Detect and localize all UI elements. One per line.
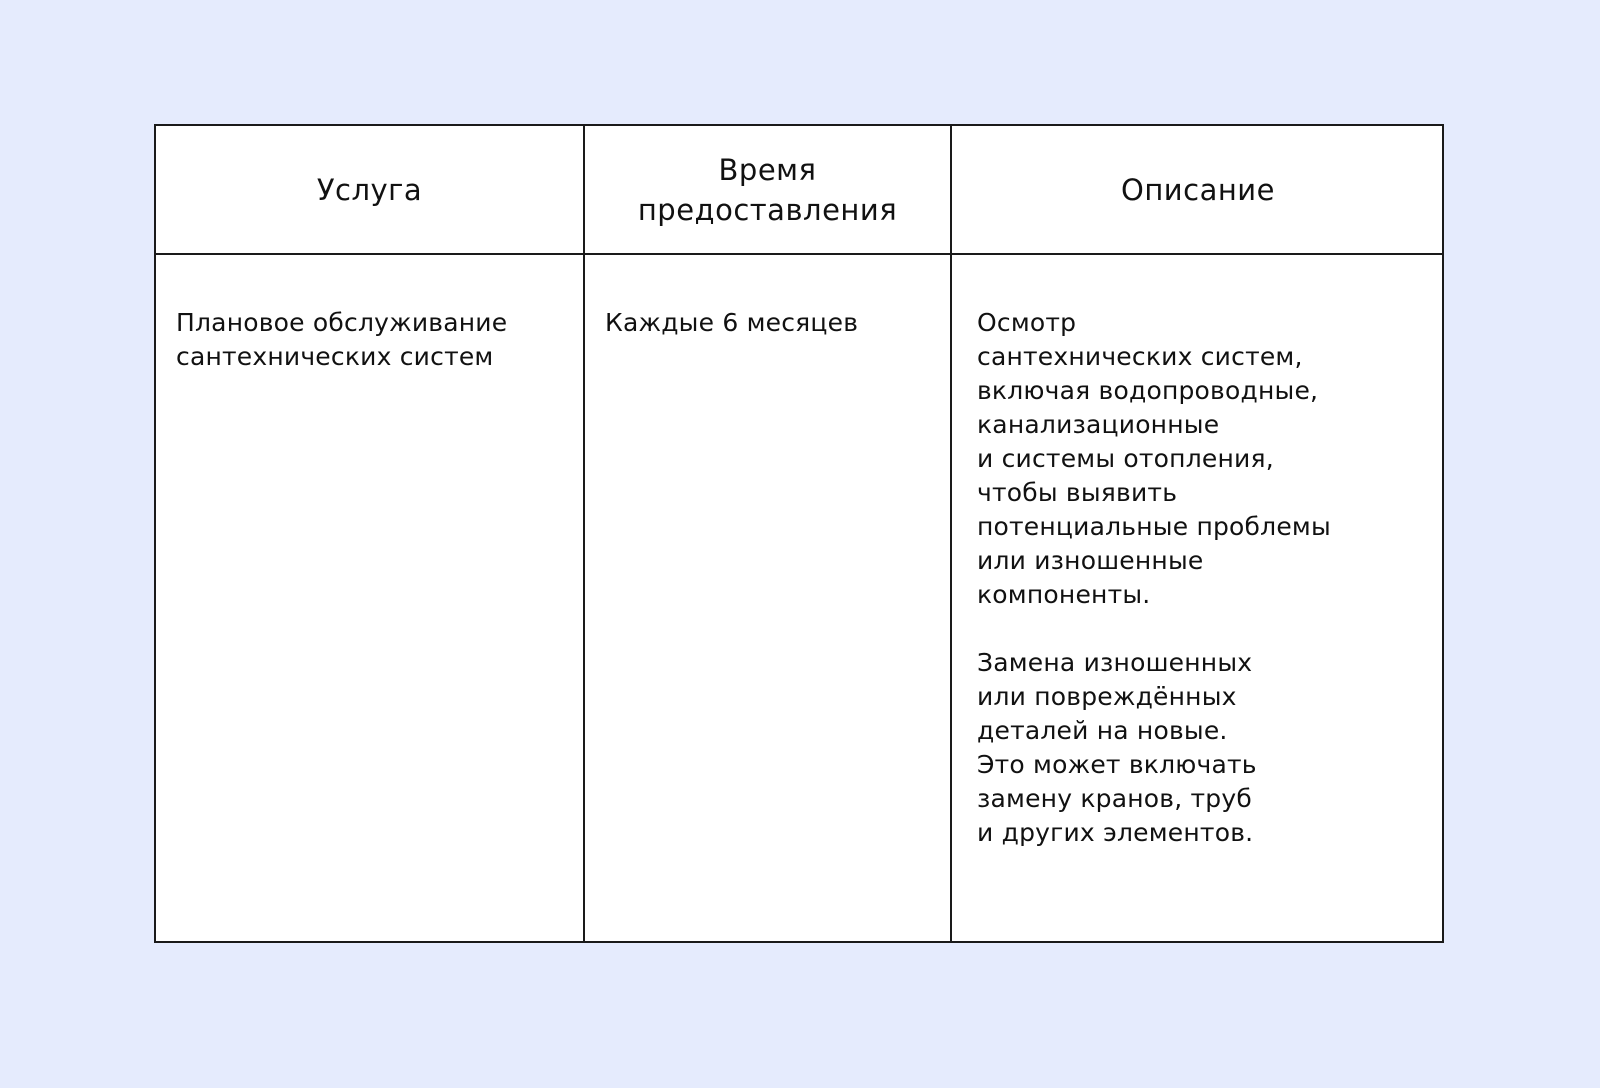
description-line: Осмотр	[977, 308, 1077, 337]
description-line: Это может включать	[977, 750, 1257, 779]
header-service-label: Услуга	[316, 172, 423, 207]
description-line: канализационные	[977, 410, 1220, 439]
services-table	[154, 124, 1444, 943]
header-divider	[156, 253, 1442, 255]
description-line: чтобы выявить	[977, 478, 1178, 507]
description-line: и системы отопления,	[977, 444, 1274, 473]
cell-time-value: Каждые 6 месяцев	[605, 308, 859, 337]
header-description	[952, 126, 1444, 253]
header-time-line-2: предоставления	[637, 192, 898, 227]
description-line: компоненты.	[977, 580, 1151, 609]
description-line: или повреждённых	[977, 682, 1237, 711]
cell-service-line: сантехнических систем	[176, 342, 494, 371]
cell-description	[977, 306, 1437, 850]
description-line: замену кранов, труб	[977, 784, 1252, 813]
description-line: включая водопроводные,	[977, 376, 1319, 405]
description-line: сантехнических систем,	[977, 342, 1303, 371]
description-line: и других элементов.	[977, 818, 1254, 847]
cell-service	[176, 306, 576, 374]
description-paragraph-1	[977, 306, 1437, 612]
header-time	[585, 126, 950, 253]
cell-time	[605, 306, 945, 340]
header-time-line-1: Время	[718, 152, 817, 187]
description-paragraph-2	[977, 646, 1437, 850]
description-line: или изношенные	[977, 546, 1204, 575]
description-line: деталей на новые.	[977, 716, 1228, 745]
paragraph-spacer	[977, 612, 1437, 646]
description-line: потенциальные проблемы	[977, 512, 1331, 541]
cell-service-line: Плановое обслуживание	[176, 308, 508, 337]
header-description-label: Описание	[1121, 172, 1275, 207]
header-service	[156, 126, 583, 253]
description-line: Замена изношенных	[977, 648, 1253, 677]
